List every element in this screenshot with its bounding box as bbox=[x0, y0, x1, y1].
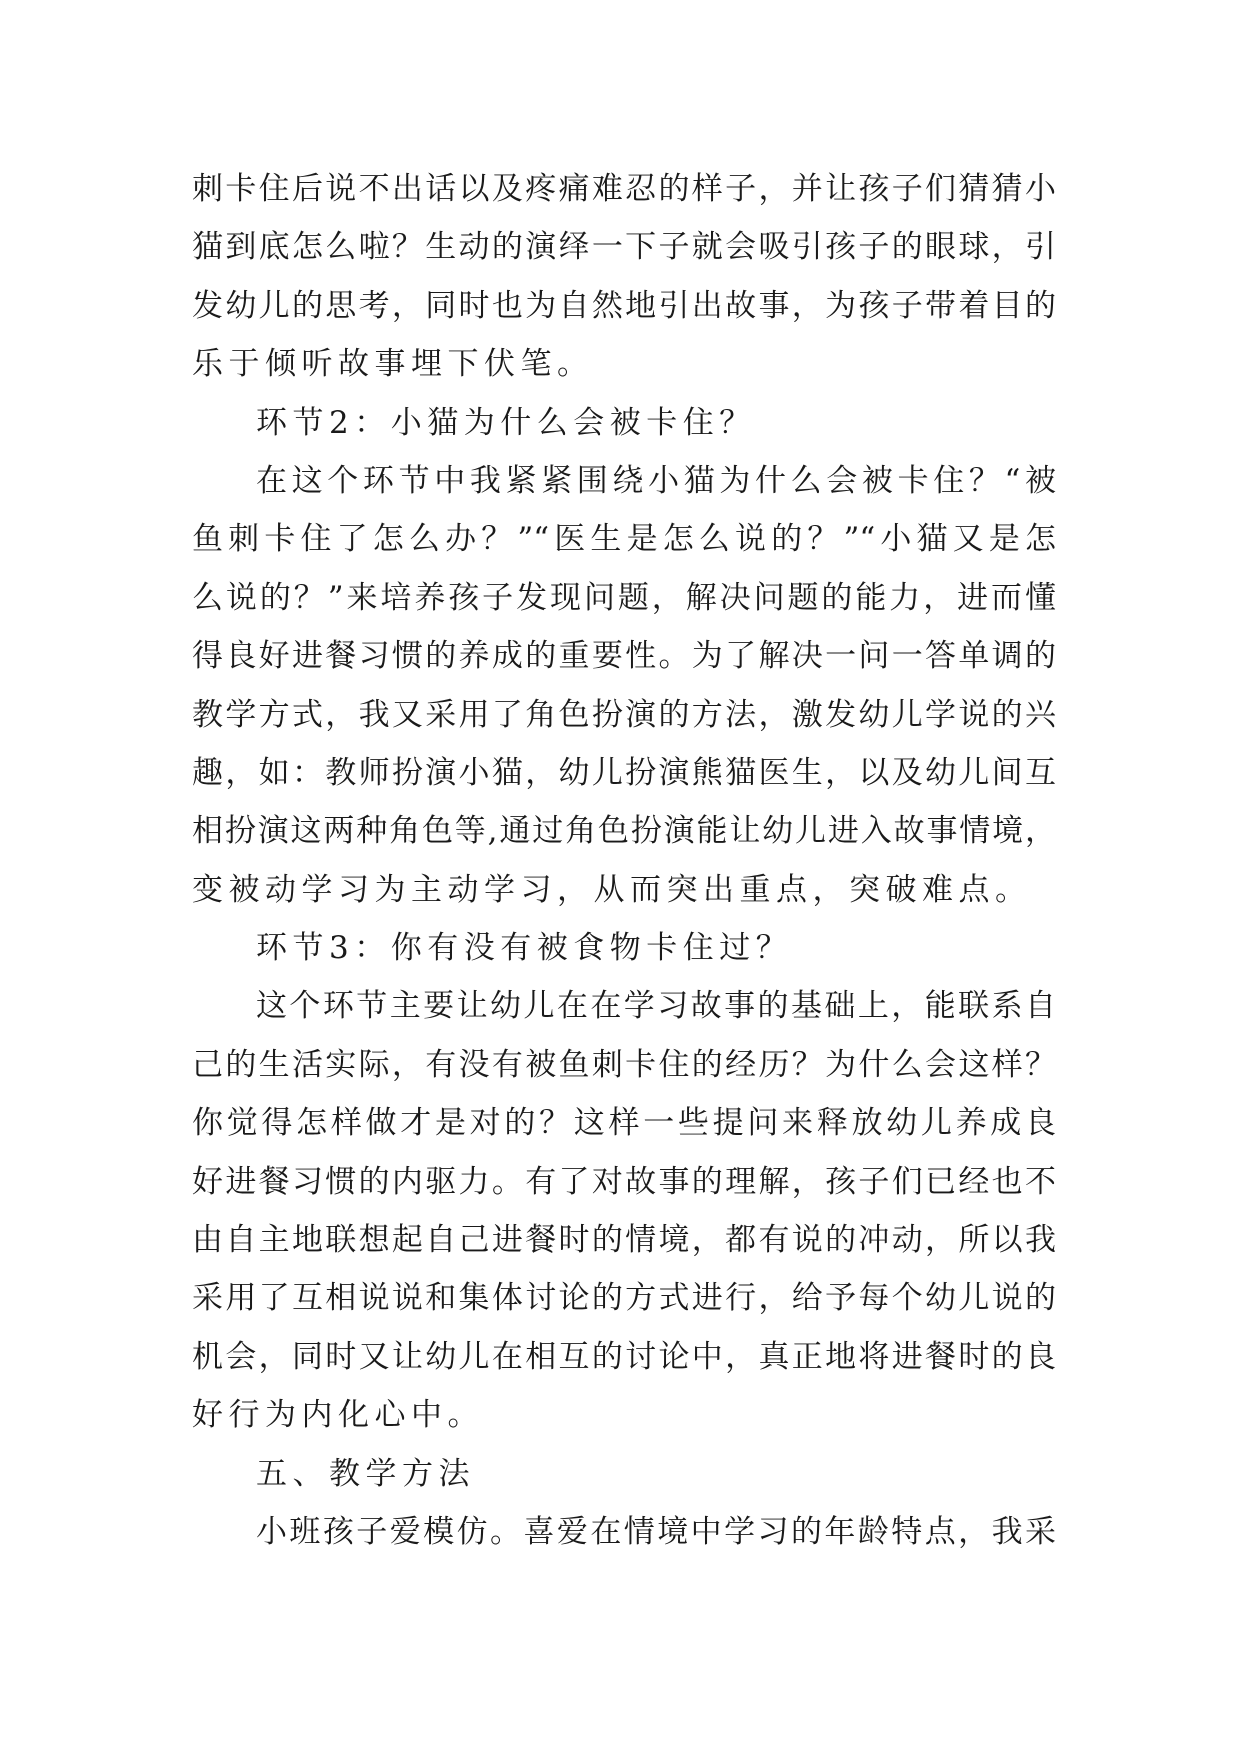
text-line: 己的生活实际，有没有被鱼刺卡住的经历？为什么会这样？ bbox=[192, 1046, 1056, 1083]
text-line: 教学方式，我又采用了角色扮演的方法，激发幼儿学说的兴 bbox=[192, 696, 1056, 733]
text-line: 乐于倾听故事埋下伏笔。 bbox=[192, 346, 594, 383]
text-line: 你觉得怎样做才是对的？这样一些提问来释放幼儿养成良 bbox=[192, 1105, 1056, 1142]
text-line: 趣，如：教师扮演小猫，幼儿扮演熊猫医生，以及幼儿间互 bbox=[192, 754, 1056, 791]
text-line: 变被动学习为主动学习，从而突出重点，突破难点。 bbox=[192, 871, 1032, 908]
text-line: 鱼刺卡住了怎么办？”“医生是怎么说的？”“小猫又是怎 bbox=[192, 521, 1056, 558]
text-line: 得良好进餐习惯的养成的重要性。为了解决一问一答单调的 bbox=[192, 638, 1056, 675]
paragraph-start: 小班孩子爱模仿。喜爱在情境中学习的年龄特点，我采 bbox=[256, 1513, 1056, 1550]
body-text bbox=[192, 160, 1056, 1561]
text-line: 相扮演这两种角色等,通过角色扮演能让幼儿进入故事情境， bbox=[192, 813, 1056, 850]
text-line: 机会，同时又让幼儿在相互的讨论中，真正地将进餐时的良 bbox=[192, 1338, 1056, 1375]
paragraph-start: 这个环节主要让幼儿在在学习故事的基础上，能联系自 bbox=[256, 988, 1056, 1025]
text-line: 由自主地联想起自己进餐时的情境，都有说的冲动，所以我 bbox=[192, 1222, 1056, 1259]
text-line: 猫到底怎么啦？生动的演绎一下子就会吸引孩子的眼球，引 bbox=[192, 229, 1056, 266]
text-line: 么说的？”来培养孩子发现问题，解决问题的能力，进而懂 bbox=[192, 579, 1056, 616]
paragraph-start: 在这个环节中我紧紧围绕小猫为什么会被卡住？“被 bbox=[256, 462, 1056, 499]
text-line: 采用了互相说说和集体讨论的方式进行，给予每个幼儿说的 bbox=[192, 1280, 1056, 1317]
section-heading: 环节3：你有没有被食物卡住过？ bbox=[256, 930, 793, 967]
section-heading: 五、教学方法 bbox=[256, 1455, 475, 1492]
text-line: 好进餐习惯的内驱力。有了对故事的理解，孩子们已经也不 bbox=[192, 1163, 1056, 1200]
section-heading: 环节2：小猫为什么会被卡住？ bbox=[256, 404, 756, 441]
text-line: 刺卡住后说不出话以及疼痛难忍的样子，并让孩子们猜猜小 bbox=[192, 171, 1056, 207]
text-line: 发幼儿的思考，同时也为自然地引出故事，为孩子带着目的 bbox=[192, 287, 1056, 324]
text-line: 好行为内化心中。 bbox=[192, 1397, 484, 1434]
